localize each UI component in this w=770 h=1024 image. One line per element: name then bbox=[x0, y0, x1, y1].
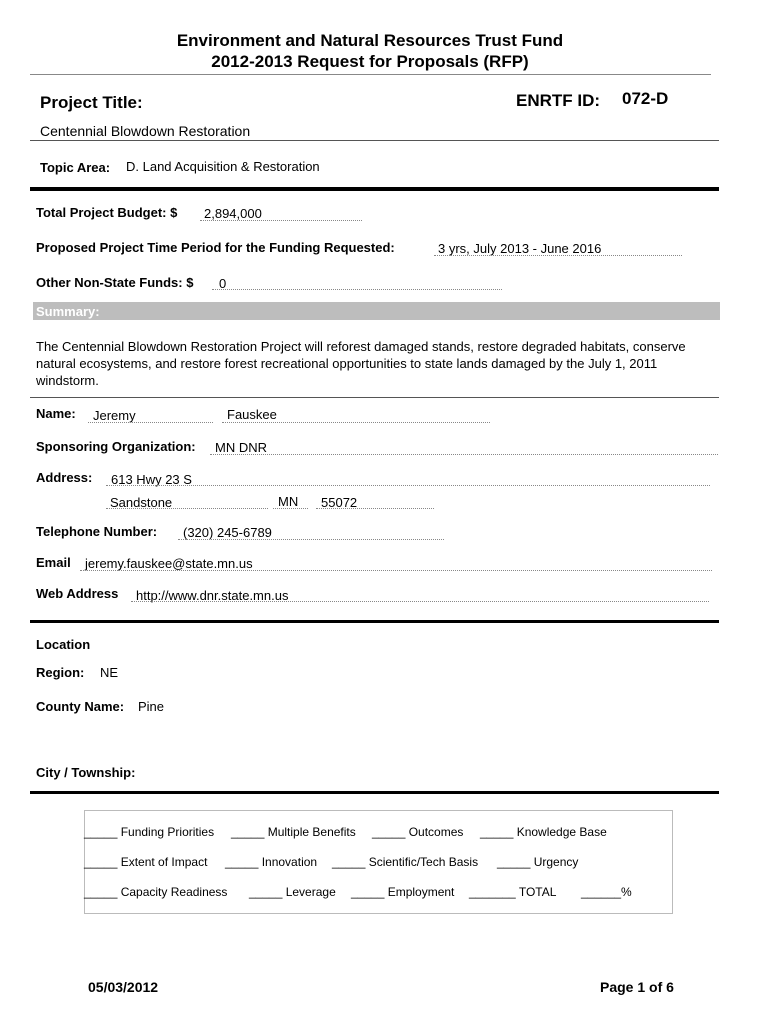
zip-value[interactable]: 55072 bbox=[321, 495, 358, 510]
web-address-label: Web Address bbox=[36, 586, 119, 601]
section-rule-2 bbox=[30, 620, 719, 623]
criterion-total[interactable]: _______ TOTAL bbox=[469, 885, 557, 899]
telephone-value[interactable]: (320) 245-6789 bbox=[183, 525, 272, 540]
non-state-funds-field[interactable] bbox=[212, 289, 502, 290]
total-budget-label: Total Project Budget: $ bbox=[36, 205, 178, 220]
criterion-employment[interactable]: _____ Employment bbox=[351, 885, 455, 899]
email-value[interactable]: jeremy.fauskee@state.mn.us bbox=[85, 556, 253, 571]
sponsoring-org-label: Sponsoring Organization: bbox=[36, 439, 196, 454]
title-underline bbox=[30, 140, 719, 141]
criterion-scientific-tech-basis[interactable]: _____ Scientific/Tech Basis bbox=[332, 855, 479, 869]
criterion-knowledge-base[interactable]: _____ Knowledge Base bbox=[480, 825, 607, 839]
last-name-value[interactable]: Fauskee bbox=[227, 407, 277, 422]
topic-area-label: Topic Area: bbox=[40, 160, 111, 175]
document-title: Environment and Natural Resources Trust Fund bbox=[176, 31, 564, 50]
city-township-label: City / Township: bbox=[36, 765, 136, 780]
last-name-field[interactable] bbox=[222, 422, 490, 423]
state-value[interactable]: MN bbox=[278, 494, 299, 509]
criterion-multiple-benefits[interactable]: _____ Multiple Benefits bbox=[231, 825, 356, 839]
enrtf-id-value[interactable]: 072-D bbox=[622, 89, 669, 108]
zip-field[interactable] bbox=[316, 508, 434, 509]
telephone-label: Telephone Number: bbox=[36, 524, 158, 539]
summary-text[interactable]: The Centennial Blowdown Restoration Project will reforest damaged stands, restore degraded habitats, conserve natural ecosystems, and restore forest recreational opportunities to state lands damaged by the July 1, 2011 windstorm. bbox=[36, 339, 686, 388]
total-budget-value[interactable]: 2,894,000 bbox=[204, 206, 262, 221]
county-value[interactable]: Pine bbox=[138, 699, 165, 714]
criterion-funding-priorities[interactable]: _____ Funding Priorities bbox=[84, 825, 215, 839]
county-label: County Name: bbox=[36, 699, 125, 714]
criterion-innovation[interactable]: _____ Innovation bbox=[225, 855, 318, 869]
total-budget-field[interactable] bbox=[200, 220, 362, 221]
criterion-urgency[interactable]: _____ Urgency bbox=[497, 855, 579, 869]
project-title-label: Project Title: bbox=[40, 93, 143, 112]
header-divider bbox=[30, 74, 711, 75]
sponsoring-org-value[interactable]: MN DNR bbox=[215, 440, 267, 455]
project-title-value[interactable]: Centennial Blowdown Restoration bbox=[40, 123, 251, 139]
time-period-label: Proposed Project Time Period for the Funding Requested: bbox=[36, 240, 395, 255]
topic-area-value[interactable]: D. Land Acquisition & Restoration bbox=[126, 159, 320, 174]
state-field[interactable] bbox=[273, 508, 308, 509]
first-name-value[interactable]: Jeremy bbox=[93, 408, 136, 423]
city-value[interactable]: Sandstone bbox=[110, 495, 173, 510]
region-label: Region: bbox=[36, 665, 85, 680]
criterion-leverage[interactable]: _____ Leverage bbox=[249, 885, 336, 899]
non-state-funds-label: Other Non-State Funds: $ bbox=[36, 275, 194, 290]
section-rule-3 bbox=[30, 791, 719, 794]
location-heading: Location bbox=[36, 637, 91, 652]
city-field[interactable] bbox=[106, 508, 268, 509]
footer-page-number: Page 1 of 6 bbox=[600, 979, 674, 995]
document-subtitle: 2012-2013 Request for Proposals (RFP) bbox=[211, 52, 529, 71]
first-name-field[interactable] bbox=[88, 422, 213, 423]
telephone-field[interactable] bbox=[178, 539, 444, 540]
summary-divider bbox=[30, 397, 719, 398]
email-field[interactable] bbox=[80, 570, 712, 571]
time-period-value[interactable]: 3 yrs, July 2013 - June 2016 bbox=[438, 241, 602, 256]
street-field[interactable] bbox=[106, 485, 710, 486]
email-label: Email bbox=[36, 555, 71, 570]
time-period-field[interactable] bbox=[434, 255, 682, 256]
criterion-capacity-readiness[interactable]: _____ Capacity Readiness bbox=[84, 885, 228, 899]
address-label: Address: bbox=[36, 470, 93, 485]
summary-header: Summary: bbox=[33, 302, 720, 320]
non-state-funds-value[interactable]: 0 bbox=[219, 276, 227, 291]
enrtf-id-label: ENRTF ID: bbox=[516, 91, 601, 110]
name-label: Name: bbox=[36, 406, 76, 421]
web-address-field[interactable] bbox=[131, 601, 709, 602]
criterion-extent-of-impact[interactable]: _____ Extent of Impact bbox=[84, 855, 208, 869]
section-rule-1 bbox=[30, 187, 719, 191]
region-value[interactable]: NE bbox=[100, 665, 119, 680]
street-value[interactable]: 613 Hwy 23 S bbox=[111, 472, 192, 487]
footer-date: 05/03/2012 bbox=[88, 979, 159, 995]
sponsoring-org-field[interactable] bbox=[210, 454, 718, 455]
criterion-percent[interactable]: ______% bbox=[581, 885, 632, 899]
web-address-value[interactable]: http://www.dnr.state.mn.us bbox=[136, 588, 289, 603]
criterion-outcomes[interactable]: _____ Outcomes bbox=[372, 825, 464, 839]
